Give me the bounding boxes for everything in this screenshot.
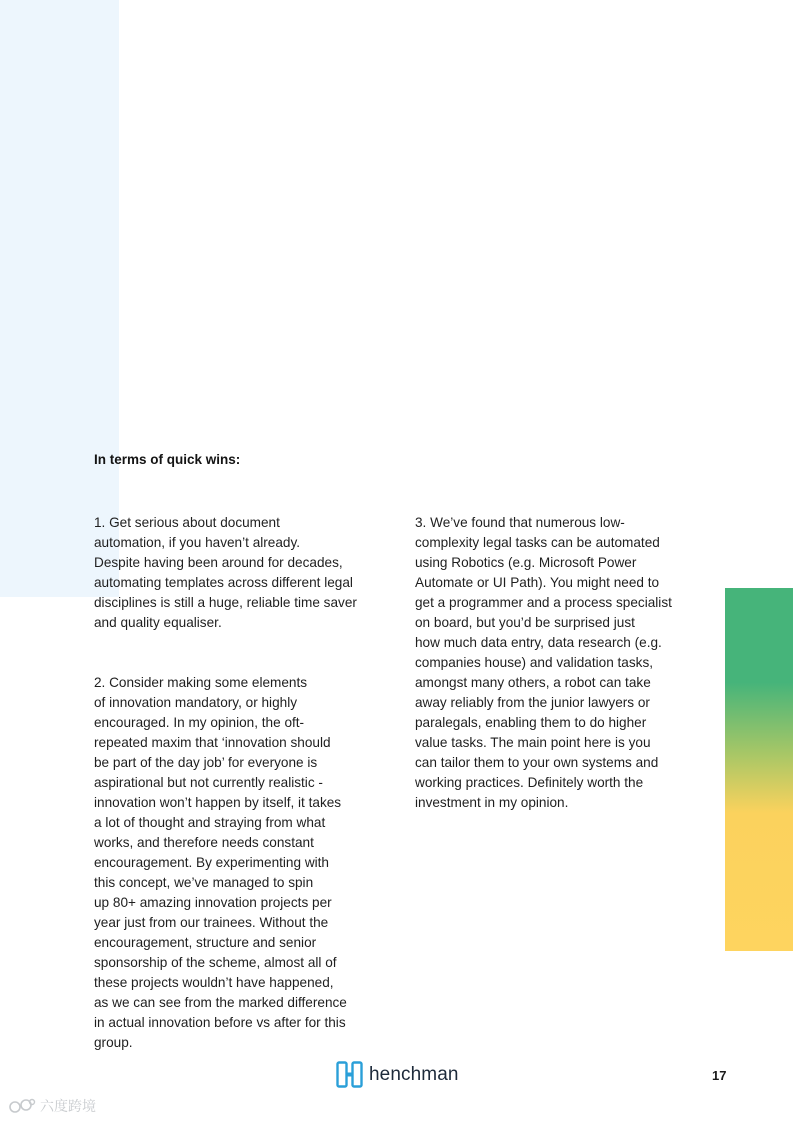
watermark bbox=[8, 1096, 96, 1116]
watermark-logo-icon bbox=[8, 1098, 36, 1114]
section-heading: In terms of quick wins: bbox=[94, 452, 241, 467]
henchman-logo-icon bbox=[336, 1061, 363, 1088]
right-gradient-bar bbox=[725, 588, 793, 951]
left-column bbox=[94, 493, 394, 1093]
list-item-3: 3. We’ve found that numerous low- complexity legal tasks can be automated using Robotics (e.g. Microsoft Power Automate or UI Path). You might need to get a programmer and a process specialist on board, but you’d be surprised just how much data entry, data research (e.g. companies house) and validation tasks, amongst many others, a robot can take away reliably from the junior lawyers or paralegals, enabling them to do higher value tasks. The main point here is you can tailor them to your own systems and working practices. Definitely worth the investment in my opinion. bbox=[415, 515, 672, 810]
right-column bbox=[415, 493, 715, 853]
page-number: 17 bbox=[712, 1068, 727, 1083]
list-item-2: 2. Consider making some elements of innovation mandatory, or highly encouraged. In my opinion, the oft- repeated maxim that ‘innovation should be part of the day job’ for everyone is aspirational but not currently realistic - innovation won’t happen by itself, it takes a lot of thought and straying from what works, and therefore needs constant encouragement. By experimenting with this concept, we’ve managed to spin up 80+ amazing innovation projects per year just from our trainees. Without the encouragement, structure and senior sponsorship of the scheme, almost all of these projects wouldn’t have happened, as we can see from the marked difference in actual innovation before vs after for this group. bbox=[94, 675, 347, 1050]
brand-name: henchman bbox=[369, 1063, 459, 1085]
watermark-text: 六度跨境 bbox=[40, 1098, 96, 1114]
footer-brand-logo bbox=[336, 1060, 459, 1088]
list-item-1: 1. Get serious about document automation, if you haven’t already. Despite having been around for decades, automating templates across different legal disciplines is still a huge, reliable time saver and quality equaliser. bbox=[94, 515, 357, 630]
